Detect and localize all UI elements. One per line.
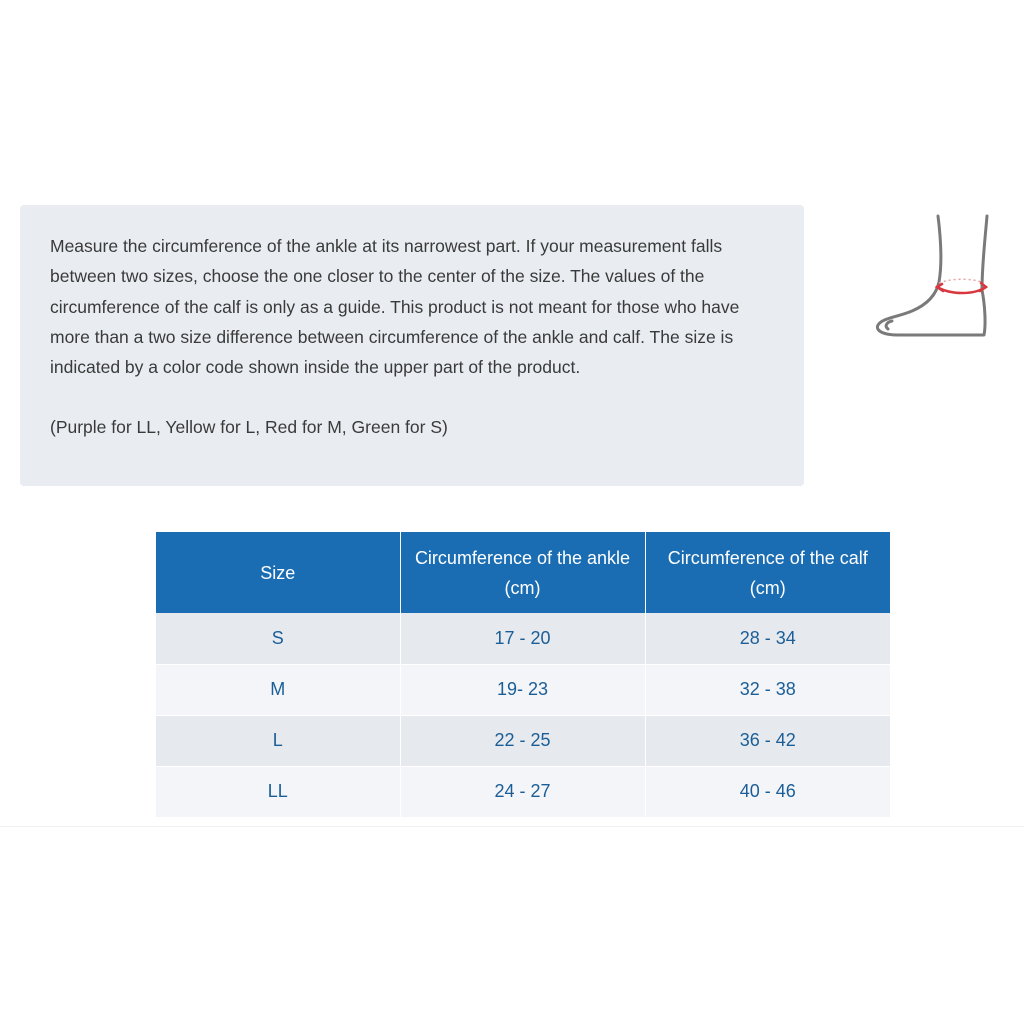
measurement-instructions: Measure the circumference of the ankle at its narrowest part. If your measurement falls between two sizes, choose the one closer to the center of the size. The values of the circumference of the calf is only as a guide. This product is not meant for those who have more than a two size difference between circumference of the ankle and calf. The size is indicated by a color code shown inside the upper part of the product. <box>50 236 740 378</box>
table-row <box>156 766 890 817</box>
calf-cell: 36 - 42 <box>645 715 890 766</box>
ankle-cell: 19- 23 <box>400 664 645 715</box>
size-cell: S <box>156 613 400 664</box>
section-divider <box>0 826 1024 827</box>
header-size: Size <box>156 532 400 613</box>
ankle-cell: 17 - 20 <box>400 613 645 664</box>
size-cell: LL <box>156 766 400 817</box>
size-cell: L <box>156 715 400 766</box>
table-row <box>156 715 890 766</box>
size-cell: M <box>156 664 400 715</box>
calf-cell: 28 - 34 <box>645 613 890 664</box>
table-header-row <box>156 532 890 613</box>
ankle-cell: 24 - 27 <box>400 766 645 817</box>
header-ankle-circumference: Circumference of the ankle (cm) <box>400 532 645 613</box>
ankle-measurement-icon <box>866 210 996 350</box>
header-calf-circumference: Circumference of the calf (cm) <box>645 532 890 613</box>
ankle-cell: 22 - 25 <box>400 715 645 766</box>
size-chart-table <box>156 532 890 818</box>
table-row <box>156 613 890 664</box>
color-code-note: (Purple for LL, Yellow for L, Red for M, Green for S) <box>50 417 448 438</box>
table-row <box>156 664 890 715</box>
calf-cell: 32 - 38 <box>645 664 890 715</box>
calf-cell: 40 - 46 <box>645 766 890 817</box>
size-instructions-panel <box>20 205 804 486</box>
